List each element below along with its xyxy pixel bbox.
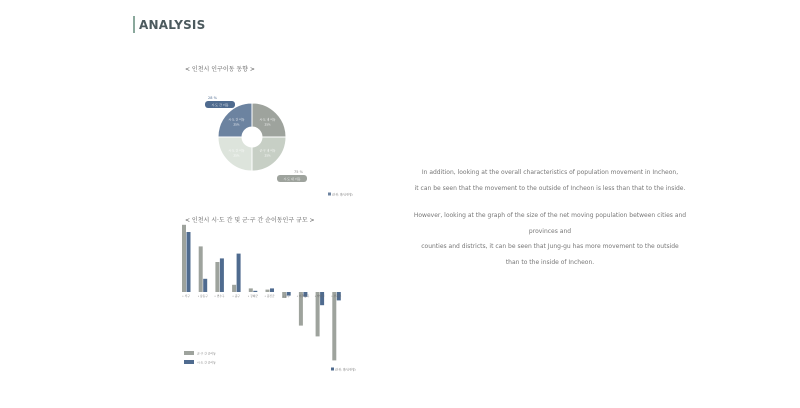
callout-percent: 75 % [294, 170, 303, 174]
legend-swatch [328, 193, 331, 196]
pie-slice-value: 25% [233, 153, 240, 158]
x-tick-label: • 연수구 [214, 294, 225, 298]
page-title: ANALYSIS [139, 18, 206, 32]
x-tick-label: • 중구 [232, 294, 240, 298]
pie-slice-value: 25% [264, 122, 271, 127]
pie-chart [190, 92, 390, 202]
bar [249, 288, 253, 292]
bar-chart [170, 220, 370, 380]
callout-percent: 28 % [208, 96, 217, 100]
legend-label: 군·구 간 순이동 [197, 351, 216, 356]
callout-label: 시·도 내 이동 [283, 176, 301, 181]
pie-chart-title: < 인천시 인구이동 동향 > [185, 66, 255, 73]
bar [332, 292, 336, 360]
bar [253, 291, 257, 292]
callout-label: 시·도 간 이동 [211, 102, 229, 107]
x-tick-label: • 서구 [182, 294, 190, 298]
legend-swatch [184, 360, 194, 364]
pie-slice-value: 25% [233, 122, 240, 127]
x-tick-label: • 동구 [282, 294, 291, 298]
pie-slice-label: 시·도 간 이동 [228, 148, 245, 153]
paragraph-line: However, looking at the graph of the size of the net moving population between cities and provinces and [413, 212, 687, 235]
x-tick-label: • 강화군 [247, 294, 258, 298]
legend-swatch [184, 351, 194, 355]
x-tick-label: • 계양구 [314, 294, 325, 298]
source-swatch [331, 368, 334, 371]
bar [316, 292, 320, 336]
bar-chart-title: < 인천시 시·도 간 및 군·구 간 순이동인구 규모 > [185, 217, 315, 224]
bar [220, 258, 224, 292]
pie-slice-label: 시·도 간 이동 [228, 117, 245, 122]
x-tick-label: • 남동구 [197, 294, 208, 298]
pie-slice-value: 25% [264, 153, 271, 158]
x-tick-label: • 미추홀구 [296, 294, 310, 298]
x-tick-label: • 부평구 [331, 294, 342, 298]
bar [232, 285, 236, 292]
analysis-text [408, 165, 692, 270]
bar [215, 262, 219, 292]
title-accent-bar [133, 16, 135, 33]
paragraph-line: counties and districts, it can be seen that Jung-gu has more movement to the outside [421, 243, 679, 250]
legend-label: 시·도 간 순이동 [197, 360, 216, 365]
bar [266, 290, 270, 292]
bar [182, 225, 186, 292]
pie-slice-label: 군·구 내 이동 [259, 148, 276, 153]
paragraph-line: it can be seen that the movement to the outside of Incheon is less than that to the inside. [414, 184, 686, 192]
x-tick-label: • 옹진군 [264, 294, 275, 298]
source-text: (단위: 명/년/천명) [335, 368, 356, 372]
pie-slice-label: 시·도 내 이동 [259, 117, 276, 122]
bar [203, 279, 207, 292]
bar [187, 232, 191, 292]
paragraph-line: than to the inside of Incheon. [505, 258, 595, 266]
bar [199, 246, 203, 292]
legend-text: (단위: 명/년/천명) [332, 193, 353, 197]
bar [270, 288, 274, 292]
bar [237, 254, 241, 292]
paragraph-line: In addition, looking at the overall characteristics of population movement in Incheon, [421, 169, 679, 176]
